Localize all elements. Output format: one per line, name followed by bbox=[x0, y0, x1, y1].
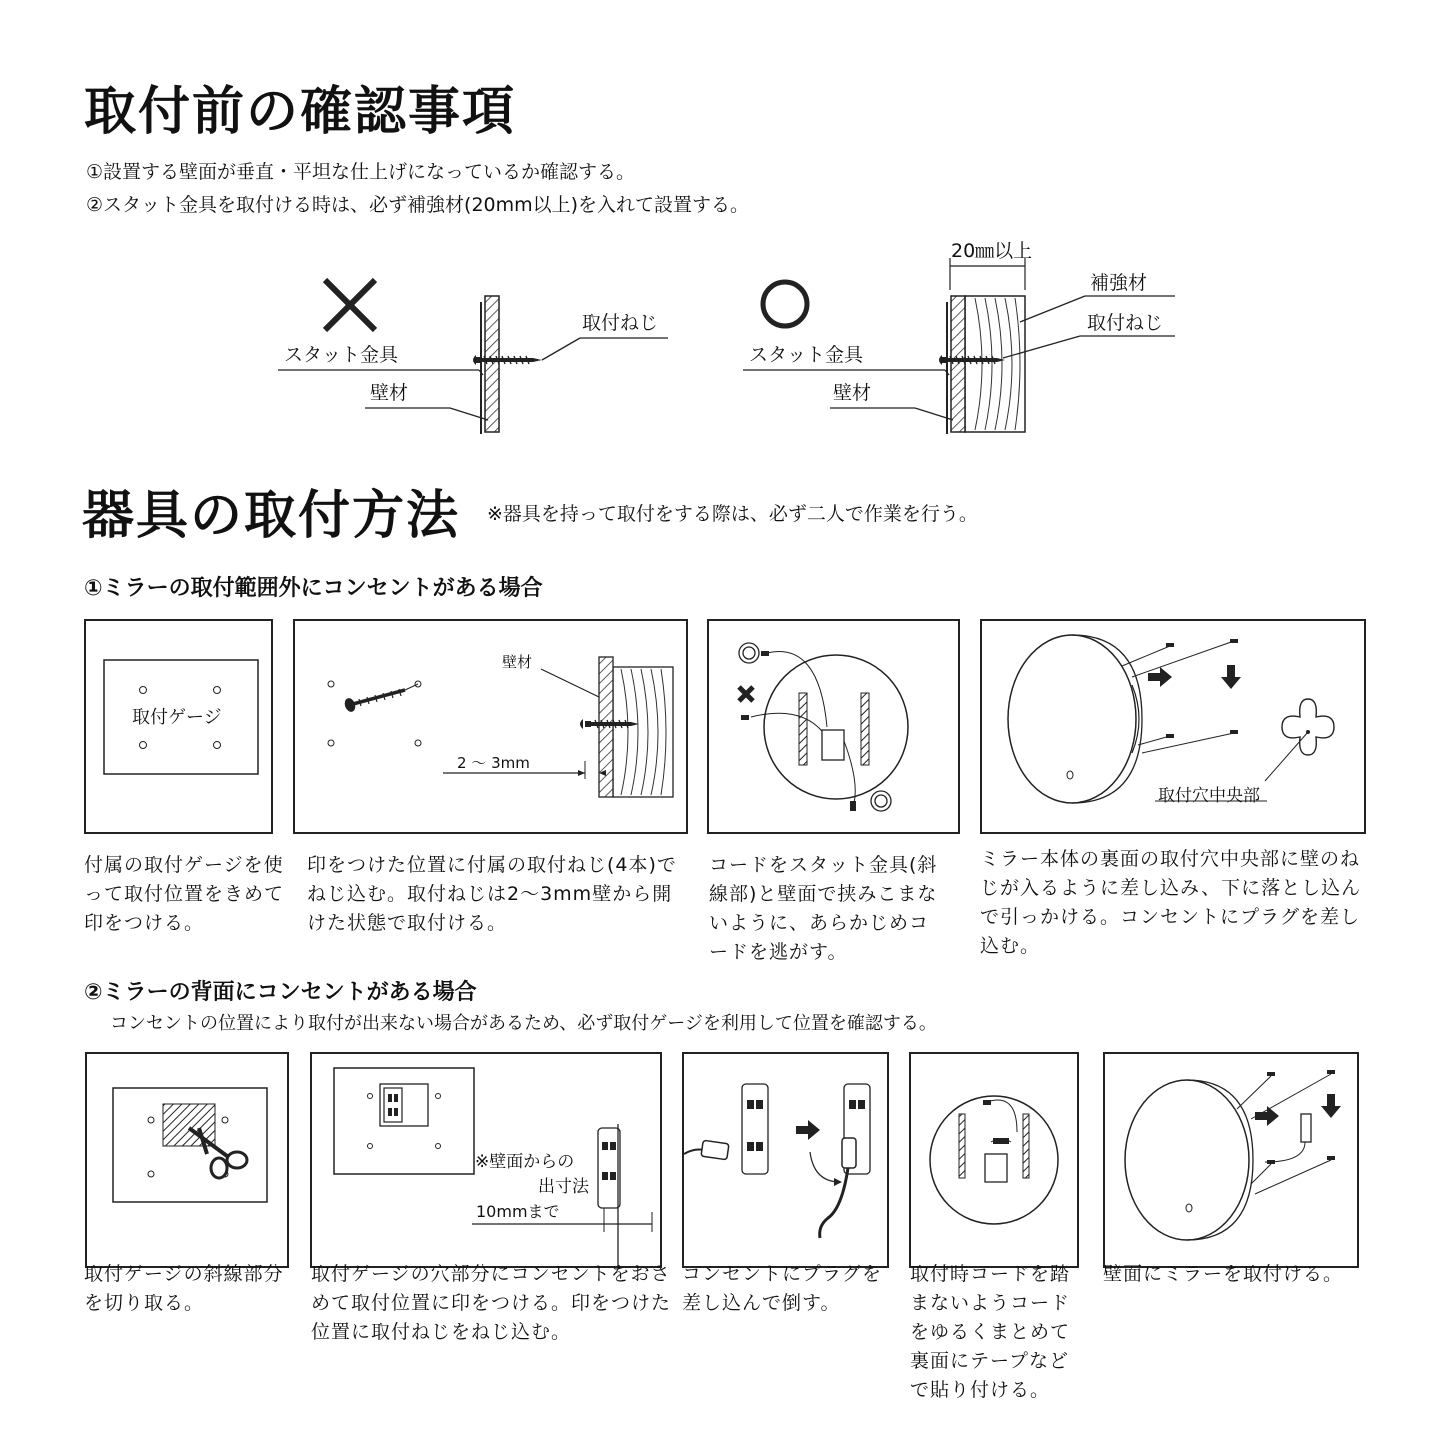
case2-caption-2: 取付ゲージの穴部分にコンセントをおさめて取付位置に印をつける。印をつけた位置に取付ねじをねじ込む。 bbox=[311, 1263, 672, 1343]
pre-check-item-2: ②スタット金具を取付ける時は、必ず補強材(20mm以上)を入れて設置する。 bbox=[86, 194, 750, 216]
ok-wall bbox=[951, 296, 965, 432]
mount-hole-icon bbox=[1282, 699, 1334, 755]
case2-caption-4: 取付時コードを踏まないようコードをゆるくまとめて裏面にテープなどで貼り付ける。 bbox=[910, 1263, 1071, 1401]
ok-label-stud: スタット金具 bbox=[749, 344, 864, 366]
case1-heading: ①ミラーの取付範囲外にコンセントがある場合 bbox=[84, 576, 543, 601]
case2-panel-1 bbox=[85, 1052, 289, 1268]
pre-check-title: 取付前の確認事項 bbox=[84, 82, 517, 142]
case1-panel-4 bbox=[980, 619, 1366, 834]
case2-caption-5: 壁面にミラーを取付ける。 bbox=[1103, 1263, 1344, 1285]
outlet-dim: 10mmまで bbox=[476, 1202, 560, 1221]
outlet-note-1: ※壁面からの bbox=[475, 1152, 575, 1172]
diagram-ok bbox=[735, 230, 1195, 450]
case2-panel-2 bbox=[310, 1052, 662, 1268]
ok-circle-icon bbox=[763, 282, 807, 326]
arrow-right-icon bbox=[1255, 1106, 1279, 1126]
case2-subnote: コンセントの位置により取付が出来ない場合があるため、必ず取付ゲージを利用して位置を確認する。 bbox=[110, 1013, 937, 1034]
ng-label-stud: スタット金具 bbox=[284, 344, 399, 366]
case1-panel-3 bbox=[707, 619, 960, 834]
arrow-right-icon bbox=[796, 1120, 820, 1140]
case2-caption-3: コンセントにプラグを差し込んで倒す。 bbox=[682, 1263, 883, 1314]
case2-panel-4 bbox=[909, 1052, 1079, 1268]
outlet-icon bbox=[742, 1084, 768, 1174]
case1-panel-2 bbox=[293, 619, 688, 834]
case1-caption-3: コードをスタット金具(斜線部)と壁面で挟みこまないように、あらかじめコードを逃がす。 bbox=[709, 854, 938, 963]
case1-panel-1 bbox=[84, 619, 273, 834]
ng-x-icon bbox=[739, 687, 753, 701]
gauge-label: 取付ゲージ bbox=[132, 707, 222, 728]
arrow-down-icon bbox=[1321, 1094, 1341, 1118]
ok-label-reinforce: 補強材 bbox=[1090, 272, 1148, 294]
ok-label-dim: 20㎜以上 bbox=[951, 240, 1033, 262]
panel2-gap-label: 2 ～ 3mm bbox=[457, 754, 530, 772]
ng-screw bbox=[473, 355, 542, 365]
case2-panel-3 bbox=[682, 1052, 889, 1268]
case1-caption-2: 印をつけた位置に付属の取付ねじ(4本)でねじ込む。取付ねじは2～3mm壁から開けた状態で取付ける。 bbox=[307, 854, 677, 934]
panel2-wall-label: 壁材 bbox=[502, 653, 533, 671]
case2-caption-1: 取付ゲージの斜線部分を切り取る。 bbox=[84, 1263, 284, 1314]
ok-label-wall: 壁材 bbox=[833, 382, 872, 404]
ok-label-screw: 取付ねじ bbox=[1087, 312, 1164, 334]
pre-check-item-1: ①設置する壁面が垂直・平坦な仕上げになっているか確認する。 bbox=[86, 161, 636, 183]
ng-cross-icon bbox=[325, 280, 375, 330]
install-title: 器具の取付方法 bbox=[82, 486, 461, 546]
outlet-note-2: 出寸法 bbox=[538, 1177, 589, 1197]
install-warning: ※器具を持って取付をする際は、必ず二人で作業を行う。 bbox=[487, 503, 978, 525]
diagram-ng bbox=[270, 230, 700, 450]
ng-label-screw: 取付ねじ bbox=[582, 312, 659, 334]
case1-caption-1: 付属の取付ゲージを使って取付位置をきめて印をつける。 bbox=[84, 854, 285, 934]
scissors-icon bbox=[189, 1128, 247, 1178]
screw-icon bbox=[343, 684, 418, 713]
arrow-down-icon bbox=[1221, 665, 1241, 689]
ng-label-wall: 壁材 bbox=[370, 382, 409, 404]
case1-caption-4: ミラー本体の裏面の取付穴中央部に壁のねじが入るように差し込み、下に落とし込んで引っかける。コンセントにプラグを差し込む。 bbox=[980, 848, 1362, 957]
ng-wall bbox=[485, 296, 499, 432]
case2-heading: ②ミラーの背面にコンセントがある場合 bbox=[84, 980, 477, 1005]
case2-panel-5 bbox=[1103, 1052, 1359, 1268]
mount-hole-label: 取付穴中央部 bbox=[1158, 786, 1260, 806]
